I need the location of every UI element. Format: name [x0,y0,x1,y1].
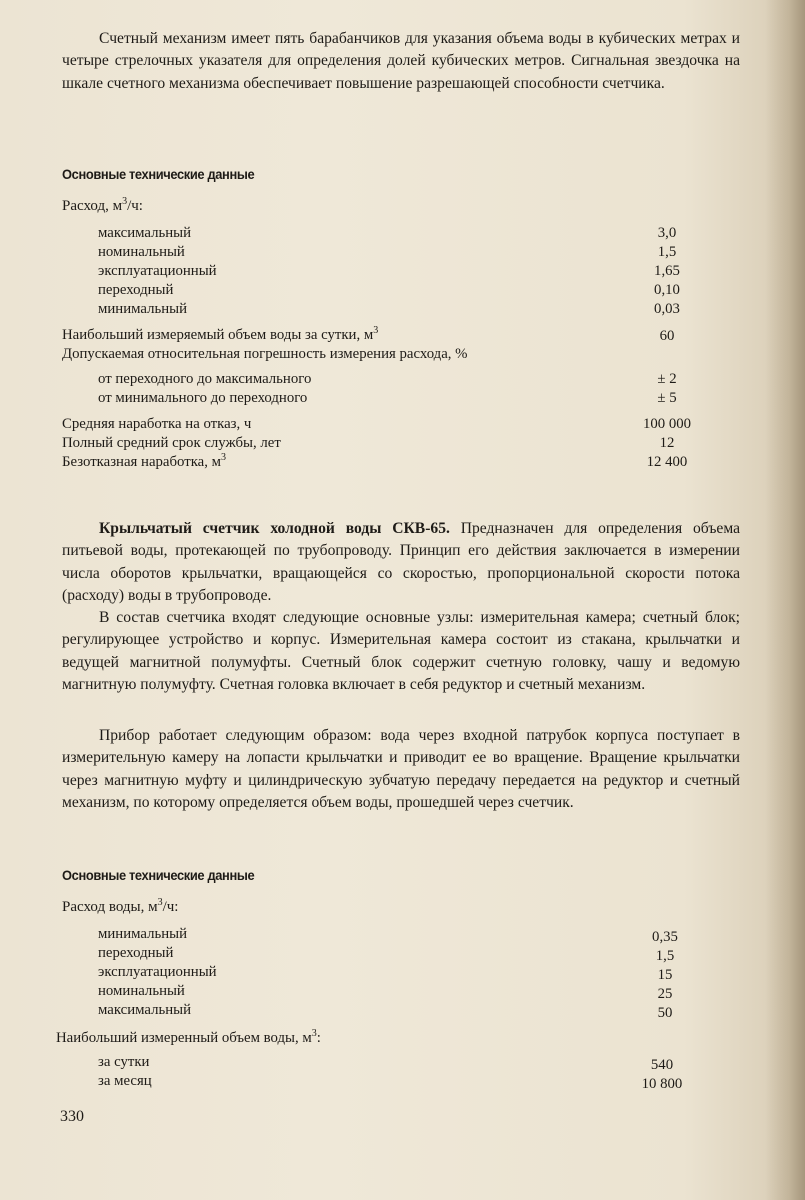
s3-flow-row-label: переходный [98,945,174,961]
s3-max-volume-label: Наибольший измеренный объем воды, $м^3$: [56,1028,321,1046]
s1-flow-row-label: максимальный [98,225,192,241]
s1-flow-row-label: минимальный [98,301,187,317]
s3-flow-row-label: минимальный [98,926,187,942]
s3-flow-row-label: максимальный [98,1002,192,1018]
s1-other-row-value: 12 400 [646,454,688,470]
section3-heading: Основные технические данные [62,867,255,883]
s3-flow-row-value: 50 [657,1005,673,1021]
s1-flow-row-label: переходный [98,282,174,298]
s3-flow-row-label: номинальный [98,983,185,999]
section2-paragraph3: Прибор работает следующим образом: вода через входной патрубок корпуса поступает в измерительную камеру на лопасти крыльчатки и приводит ее во вращение. Вращение крыльчатки через магнитную муфту и цилиндрическую зубчатую передачу передается на редуктор и счетный механизм, по которому определяется объем воды, прошедшей через счетчик. [62,727,740,811]
s3-flow-row-value: 15 [657,967,673,983]
intro-paragraph: Счетный механизм имеет пять барабанчиков для указания объема воды в кубических метрах и четыре стрелочных указателя для определения долей кубических метров. Сигнальная звездочка на шкале счетного механизма обеспечивает повышение разрешающей способности счетчика. [62,30,740,92]
s1-error-row-label: от минимального до переходного [98,390,308,406]
s3-volume-row-label: за месяц [98,1073,152,1089]
section2-lead-title: Крыльчатый счетчик холодной воды СКВ-65. [99,520,450,537]
section3-flow-label: Расход воды, $м^3/ч$: [62,897,179,915]
s1-other-row-label: Полный средний срок службы, лет [62,435,281,451]
s1-other-row-label: Безотказная наработка, $м^3$ [62,452,226,470]
s1-other-row-value: 12 [659,435,675,451]
s3-flow-row-value: 1,5 [655,948,675,964]
s1-max-volume-value: 60 [659,328,675,344]
s3-flow-row-label: эксплуатационный [98,964,217,980]
s1-flow-row-value: 1,65 [654,263,680,279]
s1-flow-row-value: 3,0 [657,225,677,241]
s1-error-row-label: от переходного до максимального [98,371,312,387]
s3-volume-row-label: за сутки [98,1054,150,1070]
section1-heading: Основные технические данные [62,166,255,182]
section2-paragraph2: В состав счетчика входят следующие основные узлы: измерительная камера; счетный блок; регулирующее устройство и корпус. Измерительная камера состоит из стакана, крыльчатки и ведущей магнитной полумуфты. Счетный блок содержит счетную головку, чашу и ведомую магнитную полумуфту. Счетная головка включает в себя редуктор и счетный механизм. [62,609,740,693]
s1-flow-row-value: 1,5 [657,244,677,260]
s3-flow-row-value: 25 [657,986,673,1002]
page-spine-shadow [765,0,805,1200]
page-number: 330 [60,1108,84,1125]
section1-flow-label: Расход, $м^3/ч$: [62,196,143,214]
s1-other-row-label: Средняя наработка на отказ, ч [62,416,252,432]
s1-flow-row-label: номинальный [98,244,185,260]
s1-other-row-value: 100 000 [642,416,692,432]
s3-flow-row-value: 0,35 [652,929,678,945]
s1-error-row-value: ± 2 [657,371,677,387]
s1-error-label: Допускаемая относительная погрешность измерения расхода, % [62,346,468,362]
section2-paragraph1: Крыльчатый счетчик холодной воды СКВ-65. Предназначен для определения объема питьевой воды, протекающей по трубопроводу. Принцип его действия заключается в измерении числа оборотов крыльчатки, вращающейся со скоростью, пропорциональной скорости потока (расходу) воды в трубопроводе. [62,520,740,604]
s1-error-row-value: ± 5 [657,390,677,406]
s1-flow-row-label: эксплуатационный [98,263,217,279]
s3-volume-row-value: 540 [650,1057,674,1073]
s3-volume-row-value: 10 800 [641,1076,683,1092]
s1-flow-row-value: 0,10 [654,282,680,298]
s1-flow-row-value: 0,03 [654,301,680,317]
s1-max-volume-label: Наибольший измеряемый объем воды за сутки, $м^3$ [62,325,379,343]
